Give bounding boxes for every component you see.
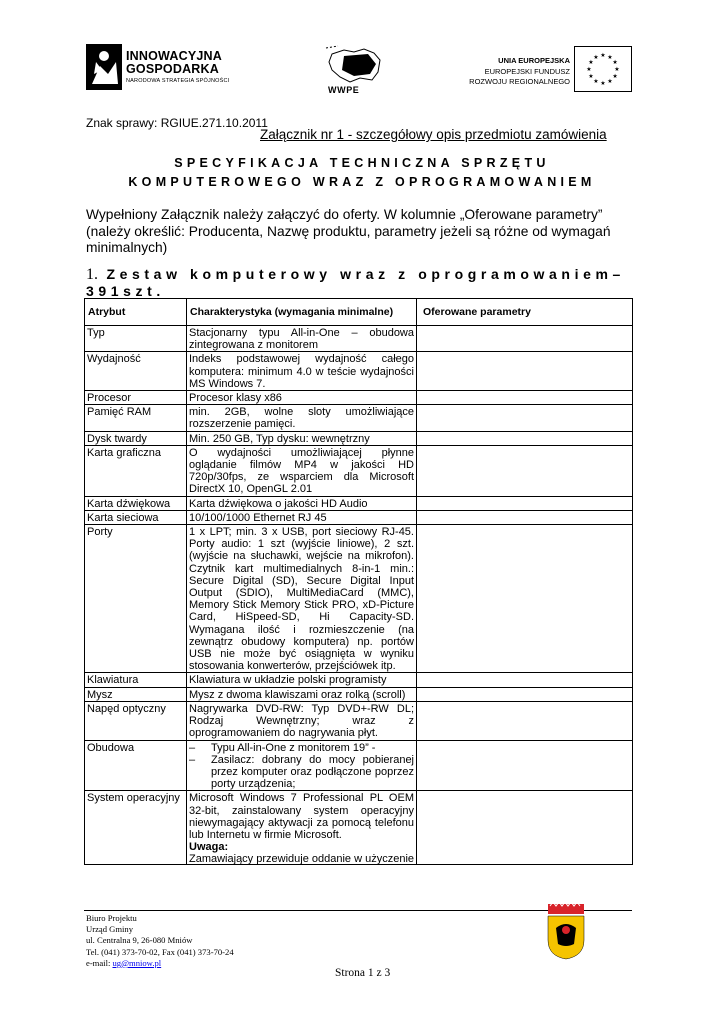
row-offered-value[interactable] (417, 496, 633, 510)
row-offered-value[interactable] (417, 701, 633, 740)
row-requirement: Stacjonarny typu All-in-One – obudowa zintegrowana z monitorem (187, 326, 417, 352)
table-row (85, 496, 633, 510)
spec-table (84, 298, 633, 865)
row-offered-value[interactable] (417, 525, 633, 673)
row-attribute: Karta dźwiękowa (85, 496, 187, 510)
note-label: Uwaga: (189, 841, 229, 854)
eu-star-icon: ★ (588, 73, 594, 80)
row-requirement: Procesor klasy x86 (187, 391, 417, 405)
eu-star-icon: ★ (588, 59, 594, 66)
footer-address (86, 913, 234, 969)
footer-line-3: ul. Centralna 9, 26-080 Mniów (86, 935, 193, 946)
eu-star-icon: ★ (593, 78, 599, 86)
bullet-text: Zasilacz: dobrany do mocy pobieranej przez komputer oraz podłączone poprzez porty urządzenia; (211, 753, 414, 791)
case-number: Znak sprawy: RGIUE.271.10.2011 (86, 116, 268, 130)
row-attribute: Procesor (85, 391, 187, 405)
table-row (85, 352, 633, 391)
table-row (85, 431, 633, 445)
table-row (85, 525, 633, 673)
title-line-1: SPECYFIKACJA TECHNICZNA SPRZĘTU (174, 156, 550, 170)
page-number: Strona 1 z 3 (335, 967, 391, 979)
intro-paragraph: Wypełniony Załącznik należy załączyć do oferty. W kolumnie „Oferowane parametry” (należy określić: Producenta, Nazwę produktu, parametry jeżeli są różne od wymagań minimalnych) (86, 207, 611, 255)
row-attribute: System operacyjny (85, 791, 187, 865)
row-requirement: Min. 250 GB, Typ dysku: wewnętrzny (187, 431, 417, 445)
table-row (85, 701, 633, 740)
eu-line2: EUROPEJSKI FUNDUSZ (484, 67, 570, 76)
row-requirement: O wydajności umożliwiającej płynne oglądanie filmów MP4 w jakości HD 720p/30fps, ze wsparciem dla Microsoft DirectX 10, OpenGL 2.01 (187, 445, 417, 496)
innowacyjna-gospodarka-logo (86, 44, 236, 96)
bullet-text: Typu All-in-One z monitorem 19” - (211, 741, 376, 754)
eu-star-icon: ★ (612, 59, 618, 66)
coat-of-arms-icon (546, 900, 586, 960)
row-offered-value[interactable] (417, 326, 633, 352)
section-heading (86, 266, 646, 300)
row-requirement: Klawiatura w układzie polski programisty (187, 673, 417, 687)
bullet-dash: – (189, 753, 196, 766)
row-attribute: Karta graficzna (85, 445, 187, 496)
footer-line-2: Urząd Gminy (86, 924, 134, 935)
bullet-item (189, 754, 414, 791)
row-offered-value[interactable] (417, 445, 633, 496)
row-requirement: Nagrywarka DVD-RW: Typ DVD+-RW DL; Rodzaj Wewnętrzny; wraz z oprogramowaniem do nagrywania płyt. (187, 701, 417, 740)
eu-star-icon: ★ (607, 78, 613, 86)
row-attribute: Karta sieciowa (85, 510, 187, 524)
eu-star-icon: ★ (600, 80, 606, 87)
header-offered-params: Oferowane parametry (417, 299, 633, 326)
wwpe-label: WWPE (328, 85, 360, 95)
eu-line1: UNIA EUROPEJSKA (498, 56, 570, 65)
table-row (85, 326, 633, 352)
ig-subtitle: NARODOWA STRATEGIA SPÓJNOŚCI (126, 78, 230, 84)
row-requirement: Indeks podstawowej wydajność całego komputera: minimum 4.0 w teście wydajności MS Windows 7. (187, 352, 417, 391)
eu-star-icon: ★ (607, 53, 613, 61)
row-requirement: min. 2GB, wolne sloty umożliwiające rozszerzenie pamięci. (187, 405, 417, 431)
eu-flag-icon (574, 46, 632, 92)
row-offered-value[interactable] (417, 431, 633, 445)
row-requirement: 10/100/1000 Ethernet RJ 45 (187, 510, 417, 524)
eu-line3: ROZWOJU REGIONALNEGO (469, 77, 570, 86)
row-offered-value[interactable] (417, 740, 633, 791)
eu-star-icon: ★ (600, 52, 606, 59)
row-offered-value[interactable] (417, 405, 633, 431)
row-requirement (187, 791, 417, 865)
table-row (85, 405, 633, 431)
system-description: Microsoft Windows 7 Professional PL OEM 32-bit, zainstalowany system operacyjny niewymagający aktywacji za pomocą telefonu lub Internetu w firmie Microsoft. (189, 792, 414, 841)
bullet-dash: – (189, 741, 196, 754)
table-row (85, 445, 633, 496)
table-row (85, 510, 633, 524)
footer-line-1: Biuro Projektu (86, 913, 137, 923)
header-attribute: Atrybut (85, 299, 187, 326)
row-offered-value[interactable] (417, 510, 633, 524)
row-requirement: 1 x LPT; min. 3 x USB, port sieciowy RJ-45. Porty audio: 1 szt (wyjście liniowe), 2 szt. (wyjście na słuchawki, wejście na mikrofon). Czytnik kart multimedialnych 8-in-1 min.: Secure Digital (SD), Secure Digital Input Output (SDIO), MultiMediaCard (MMC), Memory Stick Memory Stick PRO, xD-Picture Card, HiSpeed-SD, Hi Capacity-SD. Wymagana ilość i rozmieszczenie (na zewnątrz obudowy komputera) np. portów USB nie może być osiągnięta w wyniku stosowania konwerterów, przejściówek itp. (187, 525, 417, 673)
row-attribute: Pamięć RAM (85, 405, 187, 431)
footer-line-4: Tel. (041) 373-70-02, Fax (041) 373-70-24 (86, 946, 234, 957)
section-number: 1. (86, 266, 98, 283)
table-row (85, 740, 633, 791)
row-attribute: Klawiatura (85, 673, 187, 687)
row-offered-value[interactable] (417, 791, 633, 865)
row-attribute: Mysz (85, 687, 187, 701)
note-text: Zamawiający przewiduje oddanie w użyczenie (189, 853, 414, 865)
section-title: Zestaw komputerowy wraz z oprogramowaniem– 391szt. (86, 266, 625, 299)
header-characteristics: Charakterystyka (wymagania minimalne) (187, 299, 417, 326)
row-attribute: Napęd optyczny (85, 701, 187, 740)
row-offered-value[interactable] (417, 673, 633, 687)
row-requirement: Karta dźwiękowa o jakości HD Audio (187, 496, 417, 510)
table-row (85, 673, 633, 687)
row-attribute: Obudowa (85, 740, 187, 791)
eu-star-icon: ★ (586, 66, 592, 73)
row-requirement (187, 740, 417, 791)
row-offered-value[interactable] (417, 391, 633, 405)
table-row (85, 791, 633, 865)
row-attribute: Wydajność (85, 352, 187, 391)
ig-emblem-icon (86, 44, 122, 90)
eu-star-icon: ★ (614, 66, 620, 73)
ig-title: INNOWACYJNA GOSPODARKA (126, 49, 222, 76)
poland-map-icon (324, 44, 386, 84)
row-attribute: Typ (85, 326, 187, 352)
annex-title: Załącznik nr 1 - szczegółowy opis przedmiotu zamówienia (260, 127, 607, 142)
eu-logo (452, 44, 632, 94)
footer-email-line: e-mail: ug@mniow.pl (86, 957, 162, 968)
bullet-item (189, 742, 414, 754)
table-row (85, 391, 633, 405)
row-attribute: Porty (85, 525, 187, 673)
row-offered-value[interactable] (417, 687, 633, 701)
wwpe-logo (324, 44, 390, 98)
row-attribute: Dysk twardy (85, 431, 187, 445)
table-row (85, 687, 633, 701)
row-requirement: Mysz z dwoma klawiszami oraz rolką (scroll) (187, 687, 417, 701)
eu-star-icon: ★ (593, 53, 599, 61)
eu-star-icon: ★ (612, 73, 618, 80)
row-offered-value[interactable] (417, 352, 633, 391)
email-link[interactable]: ug@mniow.pl (112, 957, 162, 968)
table-header-row (85, 299, 633, 326)
title-line-2: KOMPUTEROWEGO WRAZ Z OPROGRAMOWANIEM (128, 175, 596, 189)
